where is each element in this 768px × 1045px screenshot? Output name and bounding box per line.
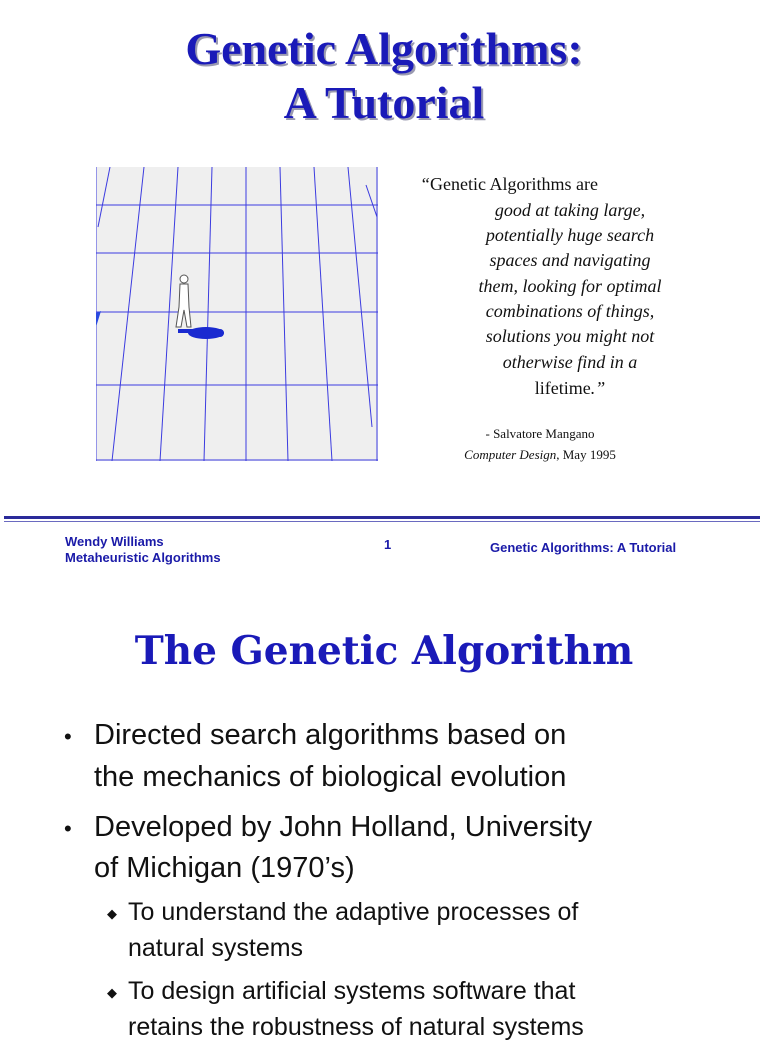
quote-line-2: potentially huge search (485, 225, 655, 245)
sub-bullet-1-line-2: natural systems (128, 934, 304, 962)
quote-line-6: solutions you might not (485, 326, 655, 346)
slide-title-line1: Genetic Algorithms: (185, 23, 583, 74)
slide-title-line2: A Tutorial (283, 77, 485, 128)
quote-source (440, 447, 640, 463)
quote-open-mark: “ (420, 174, 431, 194)
footer-title: Genetic Algorithms: A Tutorial (490, 540, 677, 555)
quote-line-7: otherwise find in a (502, 352, 638, 372)
quote-last-word: lifetime (534, 378, 591, 398)
quote-line-4: them, looking for optimal (478, 276, 662, 296)
bullet-icon: • (64, 816, 72, 841)
quote-line-3: spaces and navigating (489, 250, 651, 270)
sub-bullet-2-line-2: retains the robustness of natural systems (128, 1013, 584, 1041)
sub-bullet-icon: ◆ (107, 906, 117, 921)
slide2-title: The Genetic Algorithm (134, 628, 634, 674)
quote-subject: Genetic Algorithms are (430, 174, 598, 194)
quote-line-1: good at taking large, (494, 200, 646, 220)
bullet-1-line-1: Directed search algorithms based on (94, 719, 567, 751)
bullet-icon: • (64, 724, 72, 749)
sub-bullet-1-line-1: To understand the adaptive processes of (128, 898, 579, 926)
footer-page-number: 1 (384, 537, 392, 552)
quote-author: - Salvatore Mangano (485, 426, 595, 441)
bullet-2-line-1: Developed by John Holland, University (94, 811, 593, 843)
bullet-2-line-2: of Michigan (1970’s) (94, 852, 355, 884)
quote-publication: Computer Design (464, 447, 557, 462)
quote-line-5: combinations of things, (485, 301, 655, 321)
slide-divider (4, 516, 760, 519)
quote-opening-line (420, 172, 760, 197)
quote-line-8 (400, 376, 740, 401)
perspective-grid-walking-figure-icon (96, 167, 378, 461)
bullet-1-line-2: the mechanics of biological evolution (94, 761, 567, 793)
sub-bullet-2-line-1: To design artificial systems software that (128, 977, 576, 1005)
footer-course: Metaheuristic Algorithms (65, 550, 221, 565)
slide-divider-thin (4, 521, 760, 522)
quote-date: , May 1995 (556, 447, 616, 462)
sub-bullet-icon: ◆ (107, 985, 117, 1000)
footer-author: Wendy Williams (65, 534, 164, 549)
quote-close-mark: .” (590, 378, 606, 398)
